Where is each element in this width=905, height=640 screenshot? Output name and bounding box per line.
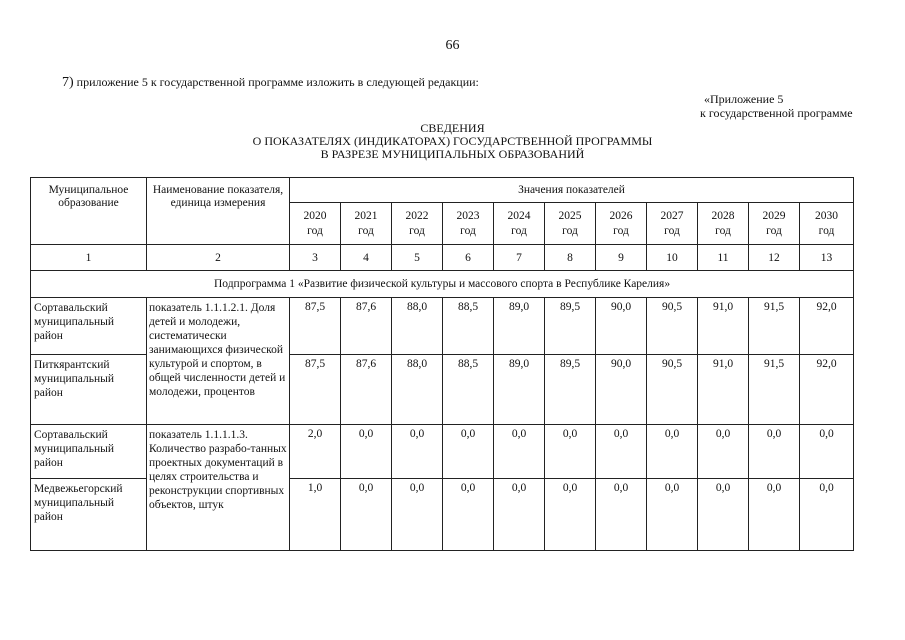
header-indicator: Наименование показателя, единица измерения [147,178,290,245]
header-values: Значения показателей [290,178,854,203]
value-cell: 0,0 [494,479,545,551]
value-cell: 0,0 [647,479,698,551]
value-cell: 0,0 [698,425,749,479]
year-unit: год [307,224,323,237]
header-municipality: Муниципальное образование [31,178,147,245]
value-cell: 0,0 [392,425,443,479]
intro-number: 7) [62,75,74,90]
value-cell: 0,0 [749,479,800,551]
year-header [545,203,596,245]
value-cell: 87,5 [290,355,341,425]
municipality-cell: Сортавальский муниципальный район [31,425,147,479]
value-cell: 90,5 [647,355,698,425]
column-number: 4 [341,245,392,271]
year-unit: год [664,224,680,237]
municipality-cell: Медвежьегорский муниципальный район [31,479,147,551]
year-value: 2027 [660,209,684,222]
appendix-line-2: к государственной программе [700,106,853,120]
indicator-cell: показатель 1.1.1.1.3. Количество разрабо-танных проектных документаций в целях строительства и реконструкции спортивных объектов, штук [147,425,290,551]
intro-text: приложение 5 к государственной программе изложить в следующей редакции: [76,75,479,89]
year-unit: год [460,224,476,237]
year-header [443,203,494,245]
value-cell: 1,0 [290,479,341,551]
appendix-reference [700,92,853,120]
column-number: 13 [800,245,854,271]
value-cell: 87,6 [341,298,392,355]
column-number-row [31,245,854,271]
value-cell: 91,5 [749,355,800,425]
year-value: 2023 [456,209,480,222]
indicator-cell: показатель 1.1.1.2.1. Доля детей и молодежи, систематически занимающихся физической культурой и спортом, в общей численности детей и молодежи, процентов [147,298,290,425]
value-cell: 0,0 [647,425,698,479]
year-value: 2020 [303,209,327,222]
year-unit: год [409,224,425,237]
value-cell: 87,5 [290,298,341,355]
value-cell: 92,0 [800,355,854,425]
column-number: 12 [749,245,800,271]
year-header [596,203,647,245]
value-cell: 87,6 [341,355,392,425]
intro-paragraph [62,75,479,91]
value-cell: 91,5 [749,298,800,355]
column-number: 1 [31,245,147,271]
value-cell: 0,0 [341,479,392,551]
table-row [31,298,854,355]
value-cell: 0,0 [443,425,494,479]
year-header [392,203,443,245]
column-number: 7 [494,245,545,271]
value-cell: 89,0 [494,355,545,425]
year-header [647,203,698,245]
value-cell: 88,5 [443,298,494,355]
value-cell: 0,0 [596,479,647,551]
subprogram-row [31,271,854,298]
municipality-cell: Питкярантский муниципальный район [31,355,147,425]
year-header [290,203,341,245]
year-header [698,203,749,245]
value-cell: 0,0 [800,479,854,551]
year-unit: год [715,224,731,237]
value-cell: 90,0 [596,298,647,355]
value-cell: 0,0 [698,479,749,551]
year-header [749,203,800,245]
value-cell: 0,0 [341,425,392,479]
value-cell: 91,0 [698,298,749,355]
value-cell: 90,5 [647,298,698,355]
title-line-2: О ПОКАЗАТЕЛЯХ (ИНДИКАТОРАХ) ГОСУДАРСТВЕННОЙ ПРОГРАММЫ [252,134,653,148]
year-unit: год [562,224,578,237]
year-unit: год [511,224,527,237]
value-cell: 88,0 [392,355,443,425]
year-value: 2026 [609,209,633,222]
appendix-line-1: «Приложение 5 [704,92,784,106]
subprogram-title: Подпрограмма 1 «Развитие физической культуры и массового спорта в Республике Карелия» [31,271,854,298]
document-title [0,122,905,161]
value-cell: 88,5 [443,355,494,425]
column-number: 3 [290,245,341,271]
value-cell: 88,0 [392,298,443,355]
column-number: 5 [392,245,443,271]
table-row [31,425,854,479]
year-value: 2022 [405,209,429,222]
column-number: 11 [698,245,749,271]
value-cell: 0,0 [749,425,800,479]
column-number: 6 [443,245,494,271]
year-unit: год [766,224,782,237]
value-cell: 0,0 [545,425,596,479]
column-number: 10 [647,245,698,271]
year-header [800,203,854,245]
header-row [31,178,854,203]
year-value: 2028 [711,209,735,222]
value-cell: 2,0 [290,425,341,479]
value-cell: 0,0 [545,479,596,551]
column-number: 2 [147,245,290,271]
value-cell: 89,0 [494,298,545,355]
year-value: 2025 [558,209,582,222]
column-number: 9 [596,245,647,271]
year-unit: год [613,224,629,237]
title-line-1: СВЕДЕНИЯ [420,121,485,135]
value-cell: 92,0 [800,298,854,355]
year-value: 2029 [762,209,786,222]
value-cell: 90,0 [596,355,647,425]
year-unit: год [358,224,374,237]
page-number: 66 [445,38,460,53]
year-value: 2030 [815,209,839,222]
value-cell: 0,0 [443,479,494,551]
column-number: 8 [545,245,596,271]
value-cell: 0,0 [800,425,854,479]
year-header [494,203,545,245]
value-cell: 0,0 [494,425,545,479]
year-value: 2021 [354,209,378,222]
year-value: 2024 [507,209,531,222]
municipality-cell: Сортавальский муниципальный район [31,298,147,355]
value-cell: 89,5 [545,355,596,425]
year-unit: год [818,224,835,237]
value-cell: 89,5 [545,298,596,355]
value-cell: 0,0 [392,479,443,551]
indicators-table [30,177,854,551]
value-cell: 91,0 [698,355,749,425]
year-header [341,203,392,245]
value-cell: 0,0 [596,425,647,479]
title-line-3: В РАЗРЕЗЕ МУНИЦИПАЛЬНЫХ ОБРАЗОВАНИЙ [320,147,585,161]
